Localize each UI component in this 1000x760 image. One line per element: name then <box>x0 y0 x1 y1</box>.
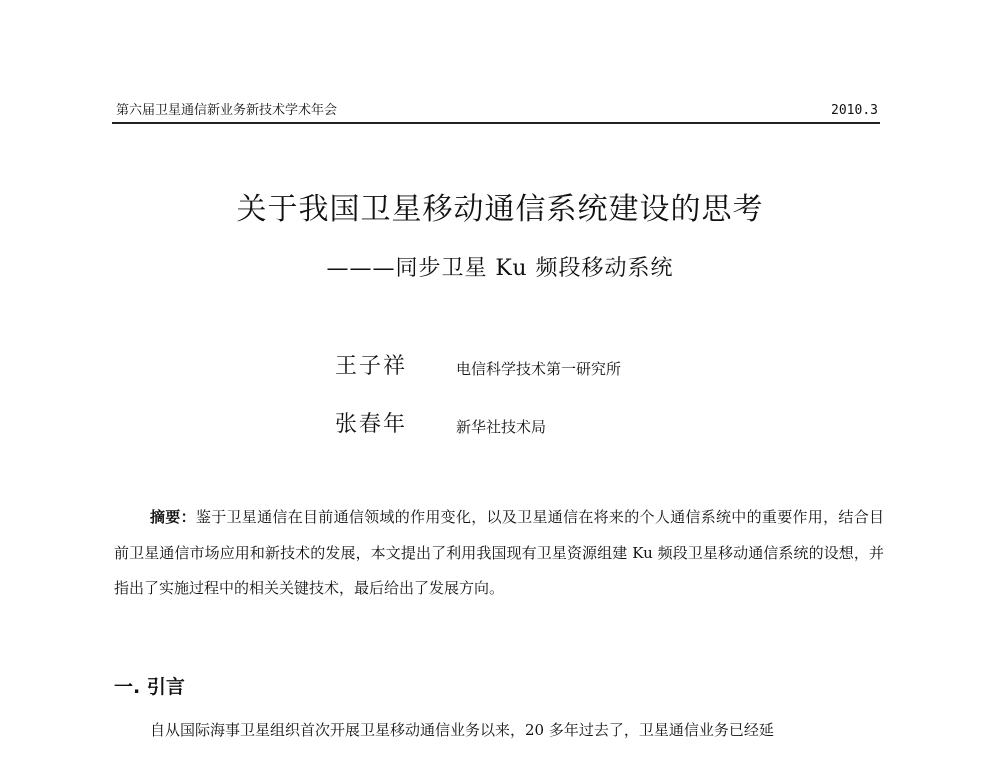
conference-name: 第六届卫星通信新业务新技术学术年会 <box>116 103 338 118</box>
abstract <box>114 500 884 607</box>
body-paragraph: 自从国际海事卫星组织首次开展卫星移动通信业务以来，20 多年过去了，卫星通信业务已经延 <box>150 721 774 739</box>
running-header <box>112 100 880 124</box>
abstract-text: 鉴于卫星通信在目前通信领域的作用变化，以及卫星通信在将来的个人通信系统中的重要作用，结合目前卫星通信市场应用和新技术的发展，本文提出了利用我国现有卫星资源组建 Ku 频段卫星移动通信系统的设想，并指出了实施过程中的相关关键技术，最后给出了发展方向。 <box>114 508 884 597</box>
author-affiliation: 新华社技术局 <box>456 418 547 436</box>
author-affiliation: 电信科学技术第一研究所 <box>456 360 622 378</box>
author-name: 张春年 <box>335 412 408 437</box>
paper-title: 关于我国卫星移动通信系统建设的思考 <box>236 192 764 227</box>
author-name: 王子祥 <box>335 354 408 379</box>
conference-date: 2010.3 <box>831 103 878 118</box>
section-heading: 一. 引言 <box>114 676 185 698</box>
abstract-label: 摘要： <box>150 508 196 526</box>
paper-subtitle: ———同步卫星 Ku 频段移动系统 <box>326 256 674 281</box>
